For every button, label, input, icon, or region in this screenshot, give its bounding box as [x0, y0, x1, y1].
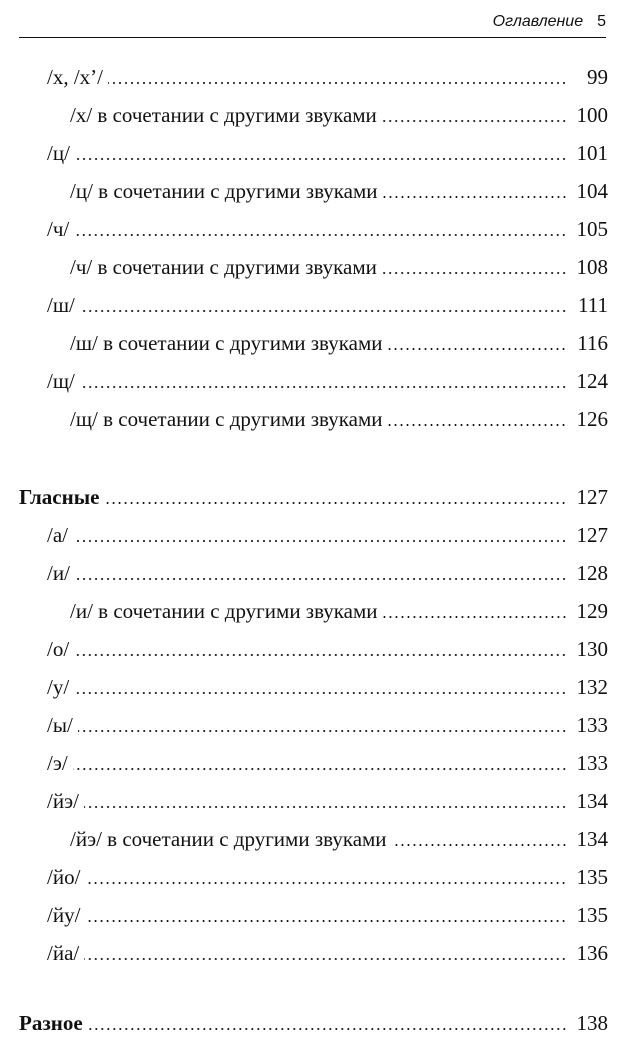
toc-entry[interactable]	[47, 626, 608, 660]
toc-entry[interactable]	[47, 550, 608, 584]
toc-entry[interactable]	[47, 206, 608, 240]
toc-entry[interactable]	[47, 892, 608, 926]
dot-leader	[382, 120, 567, 122]
toc-entry-label: /и/	[47, 561, 70, 585]
toc-entry-page: 127	[576, 523, 608, 547]
dot-leader	[85, 882, 567, 884]
toc-entry-page: 116	[577, 331, 608, 355]
toc-entry-page: 134	[576, 827, 608, 851]
toc-entry-page: 133	[576, 751, 608, 775]
toc-entry-label: /ш/ в сочетании с другими звуками	[70, 331, 383, 355]
toc-entry-page: 100	[576, 103, 608, 127]
toc-entry-label: /йа/	[47, 941, 80, 965]
toc-entry-page: 124	[576, 369, 608, 393]
toc-entry-page: 104	[576, 179, 608, 203]
running-head	[19, 6, 606, 38]
toc-section-heading[interactable]	[19, 474, 608, 508]
toc-entry-label: /йу/	[47, 903, 81, 927]
toc-entry[interactable]	[47, 358, 608, 392]
toc-entry-page: 130	[576, 637, 608, 661]
toc-entry-page: 134	[576, 789, 608, 813]
toc-entry-label: /ш/	[47, 293, 75, 317]
toc-entry-page: 111	[578, 293, 608, 317]
dot-leader	[383, 616, 567, 618]
toc-entry[interactable]	[47, 854, 608, 888]
toc-entry-page: 101	[576, 141, 608, 165]
toc-entry-label: /ц/	[47, 141, 70, 165]
dot-leader	[85, 920, 567, 922]
toc-entry[interactable]	[47, 664, 608, 698]
toc-subentry[interactable]	[70, 396, 608, 430]
toc-entry-page: 108	[576, 255, 608, 279]
toc-entry-label: /ч/	[47, 217, 70, 241]
toc-entry-page: 128	[576, 561, 608, 585]
dot-leader	[392, 844, 567, 846]
dot-leader	[84, 806, 567, 808]
toc-subentry[interactable]	[70, 92, 608, 126]
dot-leader	[78, 730, 567, 732]
dot-leader	[387, 424, 567, 426]
toc-subentry[interactable]	[70, 320, 608, 354]
toc-subentry[interactable]	[70, 816, 608, 850]
toc-entry-label: /а/	[47, 523, 68, 547]
toc-subentry[interactable]	[70, 244, 608, 278]
toc-entry-page: 126	[576, 407, 608, 431]
dot-leader	[74, 692, 567, 694]
toc-section-label: Гласные	[19, 485, 100, 509]
toc-entry-label: /у/	[47, 675, 70, 699]
toc-entry-label: /йэ/	[47, 789, 79, 813]
toc-entry-page: 136	[576, 941, 608, 965]
toc-entry-label: /ц/ в сочетании с другими звуками	[70, 179, 378, 203]
toc-entry-label: /х/ в сочетании с другими звуками	[70, 103, 377, 127]
dot-leader	[387, 348, 567, 350]
toc-entry-page: 129	[576, 599, 608, 623]
toc-entry-page: 105	[576, 217, 608, 241]
running-head-title: Оглавление	[492, 12, 584, 30]
toc-entry[interactable]	[47, 130, 608, 164]
toc-entry-label: /щ/	[47, 369, 75, 393]
toc-entry[interactable]	[47, 930, 608, 964]
dot-leader	[74, 654, 567, 656]
toc-entry-label: /и/ в сочетании с другими звуками	[70, 599, 378, 623]
toc-entry-page: 127	[576, 485, 608, 509]
toc-entry[interactable]	[47, 54, 608, 88]
toc-section-label: Разное	[19, 1011, 83, 1035]
dot-leader	[104, 502, 567, 504]
toc-entry-page: 138	[576, 1011, 608, 1035]
toc-entry-label: /йэ/ в сочетании с другими звуками	[70, 827, 387, 851]
dot-leader	[80, 310, 567, 312]
toc-entry[interactable]	[47, 512, 608, 546]
dot-leader	[383, 196, 567, 198]
toc-entry-page: 135	[576, 865, 608, 889]
toc-entry-page: 99	[587, 65, 608, 89]
dot-leader	[75, 158, 567, 160]
dot-leader	[73, 768, 567, 770]
toc-entry-page: 133	[576, 713, 608, 737]
toc-entry[interactable]	[47, 282, 608, 316]
toc-subentry[interactable]	[70, 168, 608, 202]
dot-leader	[75, 578, 567, 580]
toc-entry-label: /щ/ в сочетании с другими звуками	[70, 407, 383, 431]
toc-entry[interactable]	[47, 702, 608, 736]
toc-entry[interactable]	[47, 778, 608, 812]
dot-leader	[74, 234, 567, 236]
dot-leader	[80, 386, 567, 388]
dot-leader	[382, 272, 567, 274]
toc-entry-page: 135	[576, 903, 608, 927]
toc-entry-label: /э/	[47, 751, 68, 775]
toc-subentry[interactable]	[70, 588, 608, 622]
dot-leader	[108, 82, 567, 84]
toc-entry-label: /х, /х’/	[47, 65, 103, 89]
toc-section-heading[interactable]	[19, 1000, 608, 1034]
running-head-page-number: 5	[597, 12, 606, 30]
toc-entry-label: /йо/	[47, 865, 81, 889]
toc-entry-label: /ы/	[47, 713, 73, 737]
dot-leader	[84, 958, 567, 960]
dot-leader	[73, 540, 567, 542]
toc-entry-page: 132	[576, 675, 608, 699]
toc-entry-label: /ч/ в сочетании с другими звуками	[70, 255, 377, 279]
toc-entry[interactable]	[47, 740, 608, 774]
dot-leader	[88, 1028, 567, 1030]
toc-entry-label: /о/	[47, 637, 70, 661]
